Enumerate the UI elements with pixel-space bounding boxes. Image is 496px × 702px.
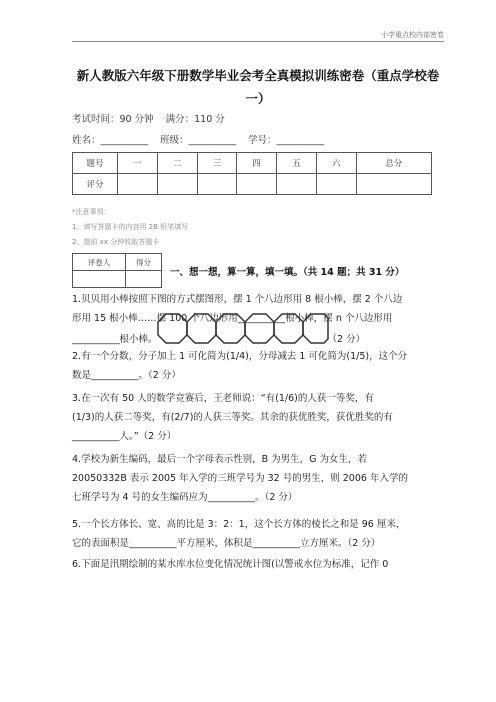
- score-cell: [125, 271, 161, 288]
- exam-time-row: [72, 111, 225, 125]
- score-header-cell: 六: [316, 153, 356, 174]
- question-line: 1.贝贝用小棒按照下图的方式摆图形，摆 1 个八边形用 8 根小棒，摆 2 个八边: [72, 294, 403, 305]
- score-header-cell: 二: [157, 153, 197, 174]
- full-score: 满分：110 分: [165, 114, 225, 125]
- score-header-cell: 三: [197, 153, 237, 174]
- question-line: 形用 15 根小棒……摆 100 个八边形用__________根小棒，摆 n 个八边形用: [72, 313, 393, 324]
- score-cell: [356, 174, 431, 195]
- score-table-header-row: [73, 153, 432, 174]
- octagon: [187, 314, 216, 343]
- score-table-score-row: [73, 174, 432, 195]
- title-line-2: 一）: [245, 91, 271, 106]
- grader-cell: [73, 271, 126, 288]
- question-6: [72, 555, 442, 574]
- octagon: [245, 314, 274, 343]
- score-cell: [157, 174, 197, 195]
- question-5: [72, 515, 442, 553]
- question-text: __________根小棒。: [72, 334, 158, 345]
- question-line: 3.在一次有 50 人的数学竞赛后，王老师说：“有(1/6)的人获一等奖，有: [72, 393, 374, 404]
- section-title: 一、想一想，算一算，填一填。（共 14 题；共 31 分）: [170, 267, 405, 278]
- score-header-cell: 五: [277, 153, 317, 174]
- notes-title: *注意事项：: [72, 208, 111, 216]
- exam-duration: 考试时间：90 分钟: [72, 114, 154, 125]
- score-header-cell: 题号: [73, 153, 118, 174]
- note-item-1: 1、填写答题卡的内容用 2B 铅笔填写: [72, 223, 189, 231]
- score-cell: [316, 174, 356, 195]
- question-2: [72, 347, 442, 385]
- score-cell: [118, 174, 158, 195]
- octagon: [303, 314, 328, 343]
- note-item-2: 2、提前 xx 分钟收取答题卡: [72, 238, 160, 246]
- class-field: 班级：__________: [160, 135, 237, 146]
- exam-title: [60, 64, 456, 110]
- octagon: [158, 314, 187, 343]
- title-line-1: 新人教版六年级下册数学毕业会考全真模拟训练密卷（重点学校卷: [76, 68, 440, 83]
- octagon: [216, 314, 245, 343]
- question-3: [72, 389, 442, 446]
- header-note: 小学重点校内部密卷: [381, 31, 444, 39]
- score-table: [72, 152, 432, 195]
- question-line: (1/3)的人获二等奖，有(2/7)的人获三等奖。其余的获优胜奖，获优胜奖的有: [72, 412, 393, 423]
- id-field: 学号：__________: [248, 135, 325, 146]
- score-header-cell: 一: [118, 153, 158, 174]
- score-header-cell: 总分: [356, 153, 431, 174]
- question-line: __________人。”（2 分）: [72, 431, 177, 442]
- score-cell: [237, 174, 277, 195]
- student-info-row: [72, 132, 324, 146]
- score-row-label: 评分: [73, 174, 118, 195]
- score-header-cell: 四: [237, 153, 277, 174]
- header-divider: [72, 41, 444, 42]
- question-line: 4.学校为新生编码，最后一个字母表示性别，B 为男生，G 为女生，若: [72, 454, 367, 465]
- question-line: 20050332B 表示 2005 年入学的三班学号为 32 号的男生，则 2006 年入学的: [72, 473, 408, 484]
- score-cell: [197, 174, 237, 195]
- question-points: （2 分）: [327, 334, 366, 345]
- question-line: 2.有一个分数，分子加上 1 可化简为(1/4)，分母减去 1 可化简为(1/5)，这个分: [72, 351, 408, 362]
- grader-table: [72, 253, 162, 288]
- octagon-chain-figure: [157, 312, 329, 346]
- question-line: 数是__________。（2 分）: [72, 370, 181, 381]
- score-label: 得分: [125, 254, 161, 271]
- octagon: [274, 314, 303, 343]
- grader-label: 评卷人: [73, 254, 126, 271]
- question-4: [72, 450, 442, 507]
- octagon-chain: [158, 314, 328, 343]
- question-line: 6.下面是汛期绘制的某水库水位变化情况统计图(以警戒水位为标准，记作 0: [72, 559, 389, 570]
- question-line: 5.一个长方体长、宽、高的比是 3：2：1，这个长方体的棱长之和是 96 厘米，: [72, 519, 406, 530]
- question-line: 七班学号为 4 号的女生编码应为__________。（2 分）: [72, 492, 298, 503]
- score-cell: [277, 174, 317, 195]
- name-field: 姓名：__________: [72, 135, 149, 146]
- question-line: 它的表面积是__________平方厘米，体积是__________立方厘米。（2 分）: [72, 538, 381, 549]
